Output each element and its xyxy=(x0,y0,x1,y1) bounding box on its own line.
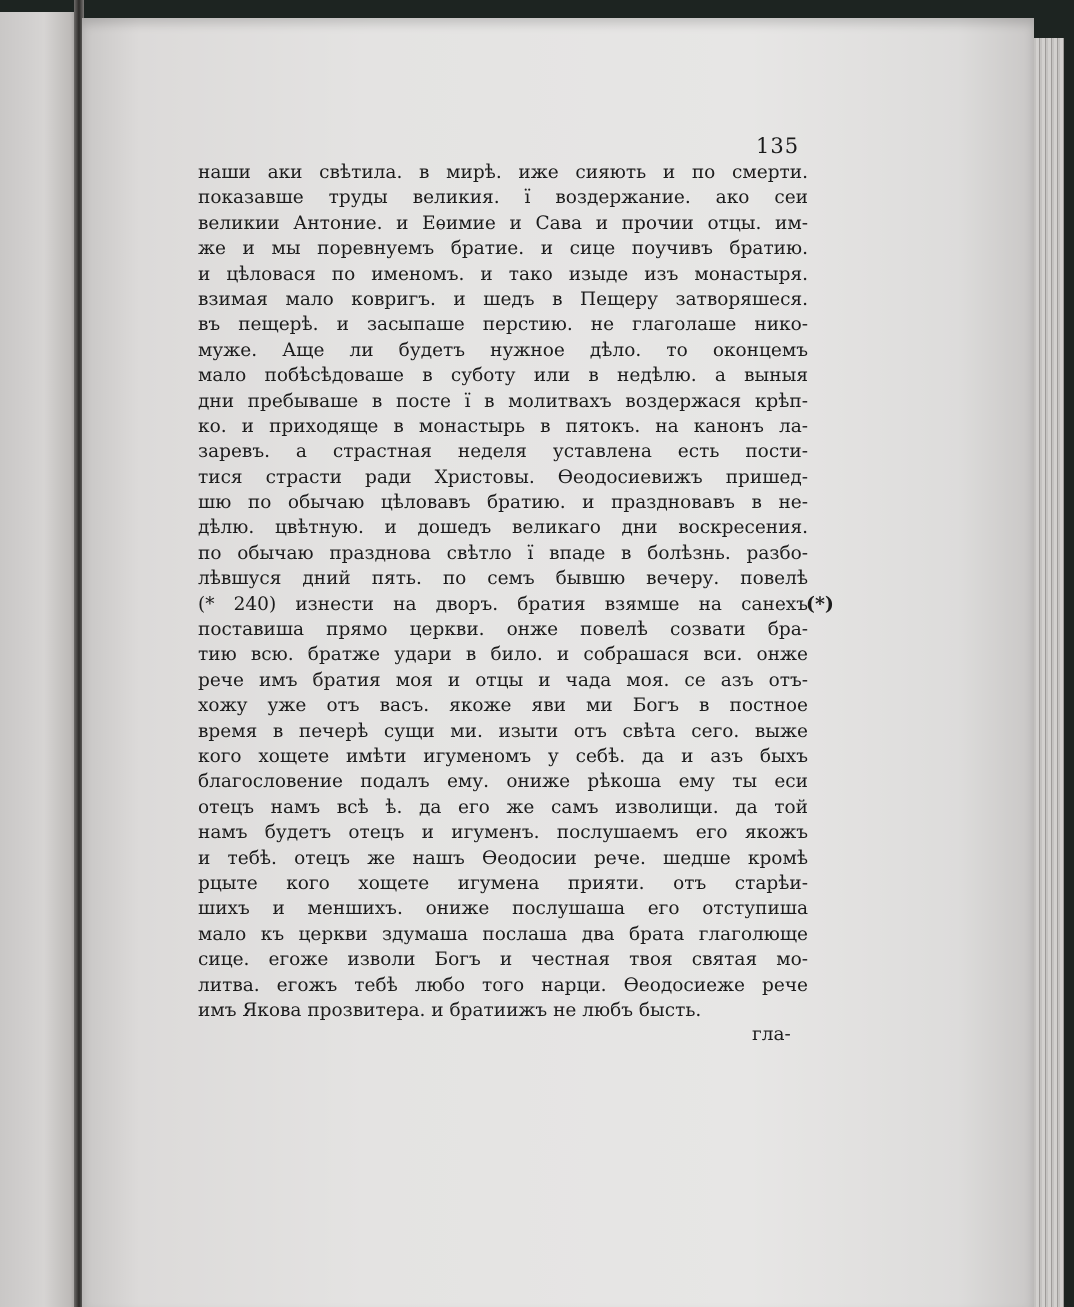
text-line: заревъ. а страстная неделя уставлена есть пости- xyxy=(198,441,808,463)
text-line: и цѣловася по именомъ. и тако изыде изъ монастыря. xyxy=(198,263,808,285)
text-line: хожу уже отъ васъ. якоже яви ми Богъ в постное xyxy=(198,695,808,717)
text-line: благословение подалъ ему. ониже рѣкоша ему ты еси xyxy=(198,771,808,793)
margin-footnote-mark: (*) xyxy=(806,593,834,615)
left-page-edge xyxy=(0,12,80,1307)
text-line: показавше труды великия. ї воздержание. ако сеи xyxy=(198,187,808,209)
page-text xyxy=(198,160,808,1023)
catchword: гла- xyxy=(752,1024,791,1045)
page-number: 135 xyxy=(756,134,800,158)
text-line: наши аки свѣтила. в мирѣ. иже сияють и по смерти. xyxy=(198,162,808,183)
text-line: рече имъ братия моя и отцы и чада моя. се азъ отъ- xyxy=(198,669,808,691)
text-line: тию всю. братже удари в било. и собрашася вси. онже xyxy=(198,644,808,666)
text-line: лѣвшуся дний пять. по семъ бывшю вечеру. повелѣ xyxy=(198,568,808,590)
text-line: и тебѣ. отецъ же нашъ Ѳеодосии рече. шедше кромѣ xyxy=(198,847,808,869)
text-line: тися страсти ради Христовы. Ѳеодосиевижъ пришед- xyxy=(198,466,808,488)
text-line: кого хощете имѣти игуменомъ у себѣ. да и азъ быхъ xyxy=(198,745,808,767)
text-line: же и мы поревнуемъ братие. и сице поучивъ братию. xyxy=(198,238,808,260)
text-line: дни пребываше в посте ї в молитвахъ воздержася крѣп- xyxy=(198,390,808,412)
text-line: сице. егоже изволи Богъ и честная твоя святая мо- xyxy=(198,949,808,971)
text-line: дѣлю. цвѣтную. и дошедъ великаго дни воскресения. xyxy=(198,517,808,539)
text-line: шихъ и меншихъ. ониже послушаша его отступиша xyxy=(198,898,808,920)
text-line: поставиша прямо церкви. онже повелѣ созвати бра- xyxy=(198,619,808,641)
text-line: мало побѣсѣдоваше в суботу или в недѣлю. а выныя xyxy=(198,365,808,387)
text-line: великии Антоние. и Еѳимие и Сава и прочии отцы. им- xyxy=(198,212,808,234)
text-line: (* 240) изнести на дворъ. братия взямше на санехъ xyxy=(198,593,808,615)
text-line: имъ Якова прозвитера. и братиижъ не любъ бысть. xyxy=(198,999,702,1021)
text-line: муже. Аще ли будетъ нужное дѣло. то оконцемъ xyxy=(198,339,808,361)
text-line: шю по обычаю цѣловавъ братию. и праздновавъ в не- xyxy=(198,492,808,514)
text-line: литва. егожъ тебѣ любо того нарци. Ѳеодосиеже рече xyxy=(198,974,808,996)
text-line: ко. и приходяще в монастырь в пятокъ. на канонъ ла- xyxy=(198,415,808,437)
text-line: мало къ церкви здумаша послаша два брата глаголюще xyxy=(198,923,808,945)
text-line: въ пещерѣ. и засыпаше перстию. не глаголаше нико- xyxy=(198,314,808,336)
text-line: по обычаю празднова свѣтло ї впаде в болѣзнь. разбо- xyxy=(198,542,808,564)
text-line: рцыте кого хощете игумена прияти. отъ старѣи- xyxy=(198,872,808,894)
text-line: время в печерѣ сущи ми. изыти отъ свѣта сего. выже xyxy=(198,720,808,742)
text-line: взимая мало ковригъ. и шедъ в Пещеру затворяшеся. xyxy=(198,288,808,310)
text-line: намъ будетъ отецъ и игуменъ. послушаемъ его якожъ xyxy=(198,822,808,844)
text-line: отецъ намъ всѣ ѣ. да его же самъ изволищи. да той xyxy=(198,796,808,818)
